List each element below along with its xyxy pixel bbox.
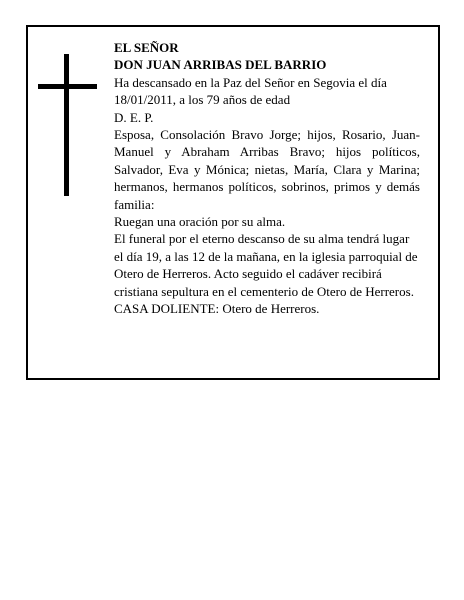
prayer-request: Ruegan una oración por su alma. [114, 214, 286, 230]
latin-cross-icon [38, 54, 98, 196]
death-info: Ha descansado en la Paz del Señor en Segovia el día 18/01/2011, a los 79 años de edad [114, 74, 387, 108]
funeral-details: El funeral por el eterno descanso de su alma tendrá lugar el día 19, a las 12 de la mañana, en la iglesia parroquial de Otero de Herreros. Acto seguido el cadáver recibirá cristiana sepultura en el cementerio de Otero de Herreros. [114, 231, 418, 299]
obituary-text [114, 39, 420, 318]
cross-horizontal-bar [38, 84, 97, 89]
rip-line: D. E. P. [114, 109, 154, 125]
family-list: Esposa, Consolación Bravo Jorge; hijos, Rosario, Juan-Manuel y Abraham Arribas Bravo; hijos políticos, Salvador, Eva y Mónica; nietas, María, Clara y Marina; hermanos, hermanos políticos, sobrinos, primos y demás familia: [114, 127, 420, 212]
mourning-house: CASA DOLIENTE: Otero de Herreros. [114, 301, 320, 317]
cross-vertical-bar [64, 54, 69, 196]
deceased-name: DON JUAN ARRIBAS DEL BARRIO [114, 57, 327, 73]
title-line-1: EL SEÑOR [114, 40, 179, 55]
